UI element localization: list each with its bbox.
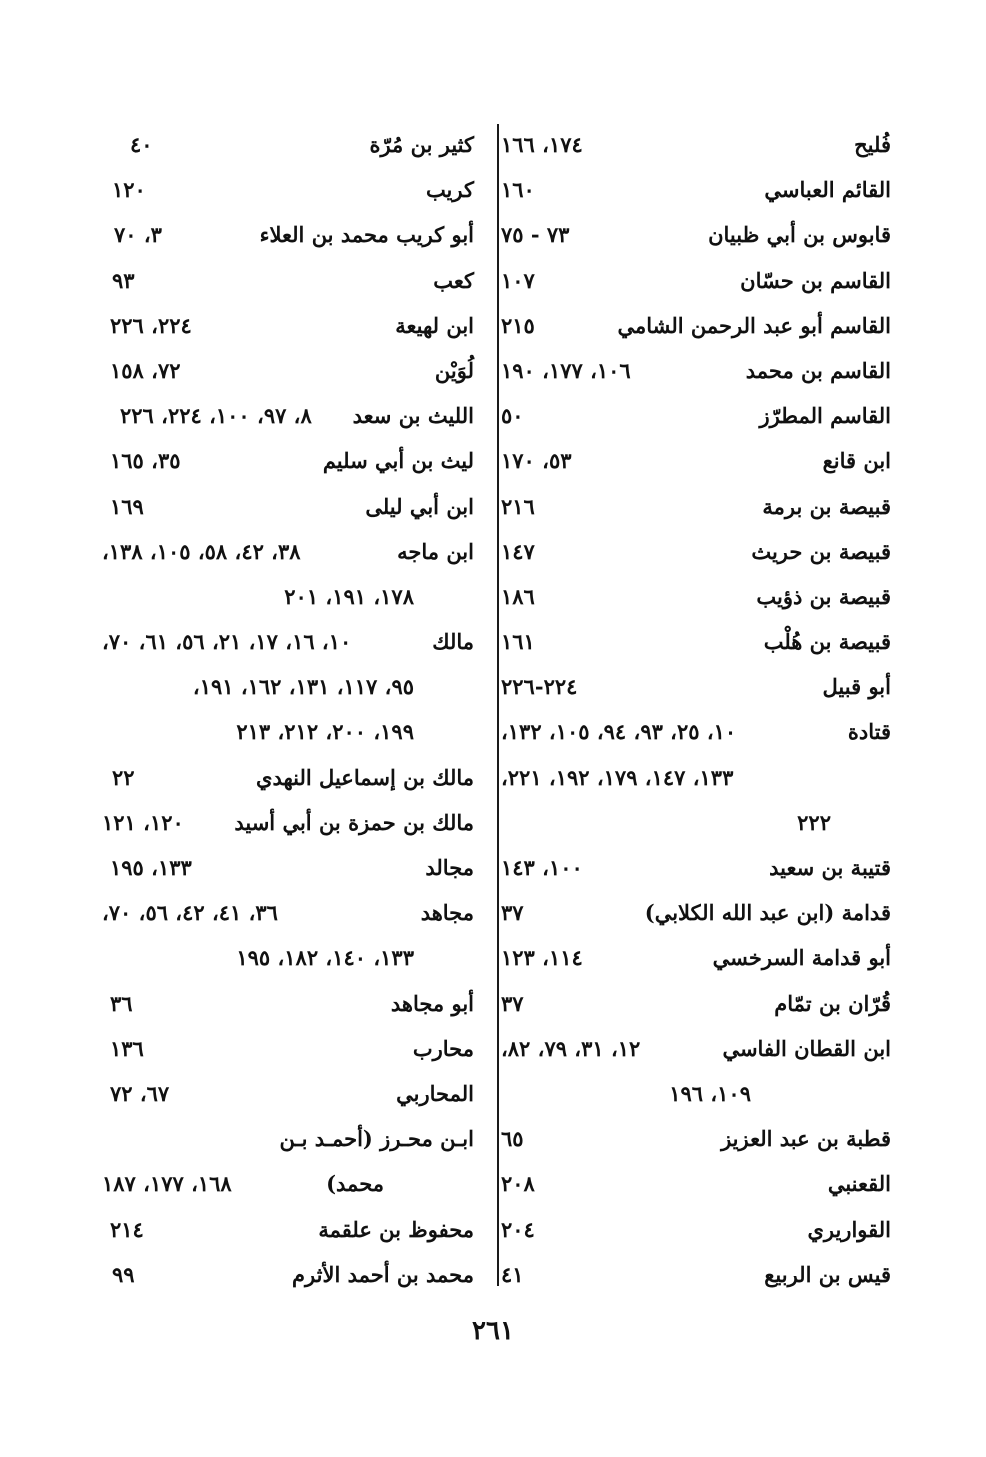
entry-name: قدامة (ابن عبد الله الكلابي) <box>644 900 891 926</box>
index-entry <box>102 1071 474 1116</box>
entry-name: كريب <box>425 177 474 203</box>
index-entry <box>102 1207 474 1252</box>
index-entry <box>102 212 474 257</box>
index-entry-continuation <box>102 935 474 980</box>
entry-page-refs: ١٢٠، ١٢١ <box>102 809 184 835</box>
index-entry-continuation <box>501 1071 891 1116</box>
entry-name: أبو قدامة السرخسي <box>712 945 891 971</box>
entry-page-refs: ١٢٠ <box>112 177 146 203</box>
entry-name: مالك بن حمزة بن أبي أسيد <box>234 809 474 835</box>
entry-name: قتادة <box>847 719 891 745</box>
entry-name: القعنبي <box>827 1171 891 1197</box>
entry-page-refs: ١٠٠، ١٤٣ <box>501 855 583 880</box>
entry-name: أبو مجاهد <box>390 990 474 1016</box>
entry-page-refs: ١٦٨، ١٧٧، ١٨٧ <box>102 1171 232 1197</box>
index-entry <box>102 1116 474 1161</box>
entry-page-refs: ٢٢٢ <box>797 809 831 835</box>
entry-name: محارب <box>412 1035 474 1061</box>
index-entry <box>501 845 891 890</box>
entry-name: ابـن محـرز (أحمـد بـن <box>279 1126 474 1152</box>
entry-page-refs: ١٠، ٢٥، ٩٣، ٩٤، ١٠٥، ١٣٢، <box>501 719 737 745</box>
entry-page-refs: ١٠٧ <box>501 267 535 293</box>
entry-name: محمد) <box>326 1171 384 1197</box>
entry-name: القاسم أبو عبد الرحمن الشامي <box>617 312 891 338</box>
entry-page-refs: ١٠، ١٦، ١٧، ٢١، ٥٦، ٦١، ٧٠، <box>102 629 352 655</box>
entry-page-refs: ٢٢٤، ٢٢٦ <box>110 312 192 338</box>
index-entry <box>501 303 891 348</box>
entry-name: مجاهد <box>420 900 474 926</box>
index-entry <box>102 529 474 574</box>
index-entry-continuation <box>102 664 474 709</box>
index-entry <box>501 981 891 1026</box>
entry-name: القواريري <box>807 1216 891 1242</box>
index-entry <box>501 890 891 935</box>
entry-name: محفوظ بن علقمة <box>318 1216 474 1242</box>
entry-page-refs: ١١٤، ١٢٣ <box>501 945 583 971</box>
entry-name: فُليح <box>854 132 891 157</box>
index-entry <box>102 1026 474 1071</box>
entry-name: القائم العباسي <box>764 177 891 203</box>
index-entry <box>501 664 891 709</box>
index-entry-continuation <box>501 800 891 845</box>
entry-name: ابن لهيعة <box>395 312 474 338</box>
index-entry <box>501 438 891 483</box>
entry-page-refs: ١٢، ٣١، ٧٩، ٨٢، <box>501 1035 641 1061</box>
entry-page-refs: ٥٠ <box>501 403 524 429</box>
entry-name: قتيبة بن سعيد <box>769 855 891 880</box>
entry-page-refs: ١٤٧ <box>501 538 535 564</box>
index-entry <box>501 212 891 257</box>
index-entry <box>102 755 474 800</box>
entry-page-refs: ١٣٣، ١٩٥ <box>110 855 192 880</box>
entry-page-refs: ٩٥، ١١٧، ١٣١، ١٦٢، ١٩١، <box>192 674 414 700</box>
entry-name: مالك بن إسماعيل النهدي <box>256 764 474 790</box>
entry-page-refs: ٦٧، ٧٢ <box>110 1080 170 1106</box>
entry-name: المحاربي <box>396 1080 474 1106</box>
entry-page-refs: ٧٣ - ٧٥ <box>501 222 570 248</box>
entry-page-refs: ٩٣ <box>112 267 135 293</box>
index-entry <box>102 438 474 483</box>
index-entry <box>102 890 474 935</box>
index-entry <box>501 619 891 664</box>
index-entry <box>102 122 474 167</box>
entry-page-refs: ١٦٠ <box>501 177 535 203</box>
entry-page-refs: ١٣٣، ١٤٠، ١٨٢، ١٩٥ <box>236 945 414 971</box>
entry-name: قبيصة بن ذؤيب <box>756 583 891 609</box>
entry-page-refs: ٣٨، ٤٢، ٥٨، ١٠٥، ١٣٨، <box>102 538 301 564</box>
index-entry <box>102 981 474 1026</box>
index-entry <box>102 619 474 664</box>
entry-page-refs: ٨، ٩٧، ١٠٠، ٢٢٤، ٢٢٦ <box>120 403 312 429</box>
entry-name: ابن القطان الفاسي <box>722 1035 891 1061</box>
entry-page-refs: ٣٧ <box>501 990 524 1016</box>
index-entry <box>501 122 891 167</box>
entry-name: القاسم المطرّز <box>759 403 891 429</box>
index-entry <box>501 167 891 212</box>
index-entry <box>102 1161 474 1206</box>
entry-name: قبيصة بن هُلْب <box>763 629 891 655</box>
entry-page-refs: ١٧٤، ١٦٦ <box>501 132 583 157</box>
entry-page-refs: ٢٢٤-٢٢٦ <box>501 674 578 700</box>
index-entry-continuation <box>102 574 474 619</box>
entry-name: كثير بن مُرّة <box>369 132 474 157</box>
entry-page-refs: ١٦٩ <box>110 493 144 519</box>
entry-page-refs: ٧٢، ١٥٨ <box>110 357 181 383</box>
entry-name: محمد بن أحمد الأثرم <box>292 1261 474 1287</box>
entry-page-refs: ٢١٦ <box>501 493 535 519</box>
entry-page-refs: ٢١٤ <box>110 1216 144 1242</box>
column-divider <box>497 124 499 1286</box>
index-entry <box>501 935 891 980</box>
entry-page-refs: ١٣٦ <box>110 1035 144 1061</box>
entry-page-refs: ٢١٥ <box>501 312 535 338</box>
entry-name: قبيصة بن برمة <box>762 493 891 519</box>
entry-page-refs: ٩٩ <box>112 1261 135 1287</box>
entry-page-refs: ٤١ <box>501 1261 524 1287</box>
index-entry <box>501 393 891 438</box>
entry-page-refs: ١٠٦، ١٧٧، ١٩٠ <box>501 357 631 383</box>
index-entry-continuation <box>501 755 891 800</box>
entry-page-refs: ١٠٩، ١٩٦ <box>669 1080 751 1106</box>
entry-page-refs: ١٧٨، ١٩١، ٢٠١ <box>284 583 414 609</box>
index-entry <box>501 1252 891 1297</box>
entry-name: كعب <box>433 267 474 293</box>
index-entry <box>501 1161 891 1206</box>
entry-page-refs: ٢٠٤ <box>501 1216 535 1242</box>
index-entry <box>501 1116 891 1161</box>
entry-page-refs: ٣، ٧٠ <box>114 222 162 248</box>
entry-page-refs: ٢٠٨ <box>501 1171 535 1197</box>
entry-name: مالك <box>432 629 474 655</box>
entry-name: ابن أبي ليلى <box>365 493 474 519</box>
entry-page-refs: ٣٥، ١٦٥ <box>110 448 181 474</box>
entry-page-refs: ٢٢ <box>112 764 135 790</box>
entry-name: القاسم بن محمد <box>745 357 891 383</box>
entry-name: الليث بن سعد <box>352 403 474 429</box>
index-entry <box>102 393 474 438</box>
index-entry-continuation <box>102 709 474 754</box>
entry-name: مجالد <box>425 855 474 880</box>
entry-page-refs: ١٨٦ <box>501 583 535 609</box>
entry-page-refs: ٣٦ <box>110 990 133 1016</box>
entry-page-refs: ٦٥ <box>501 1126 524 1152</box>
index-entry <box>102 484 474 529</box>
index-entry <box>501 1207 891 1252</box>
index-entry <box>501 348 891 393</box>
entry-page-refs: ٣٧ <box>501 900 524 926</box>
index-column-right <box>501 122 891 1297</box>
entry-name: لُوَيْن <box>434 357 474 383</box>
index-entry <box>102 167 474 212</box>
entry-name: قُرّان بن تمّام <box>774 990 891 1016</box>
entry-name: قطبة بن عبد العزيز <box>721 1126 891 1152</box>
index-entry <box>102 303 474 348</box>
index-entry <box>501 574 891 619</box>
index-entry <box>102 800 474 845</box>
index-entry <box>102 348 474 393</box>
index-entry <box>501 1026 891 1071</box>
index-entry <box>501 484 891 529</box>
entry-page-refs: ١٦١ <box>501 629 535 655</box>
entry-name: أبو قبيل <box>822 674 891 700</box>
entry-name: ليث بن أبي سليم <box>322 448 474 474</box>
entry-page-refs: ١٩٩، ٢٠٠، ٢١٢، ٢١٣ <box>236 719 414 745</box>
index-entry <box>102 845 474 890</box>
entry-name: ابن ماجه <box>397 538 474 564</box>
entry-name: قبيصة بن حريث <box>751 538 891 564</box>
page-number: ٢٦١ <box>472 1316 514 1346</box>
entry-page-refs: ٥٣، ١٧٠ <box>501 448 572 474</box>
entry-page-refs: ٣٦، ٤١، ٤٢، ٥٦، ٧٠، <box>102 900 278 926</box>
entry-name: قيس بن الربيع <box>764 1261 891 1287</box>
entry-page-refs: ٤٠ <box>130 132 153 157</box>
index-column-left <box>102 122 474 1297</box>
entry-name: أبو كريب محمد بن العلاء <box>259 222 474 248</box>
index-entry <box>102 1252 474 1297</box>
index-entry <box>102 258 474 303</box>
index-entry <box>501 529 891 574</box>
index-entry <box>501 709 891 754</box>
entry-name: قابوس بن أبي ظبيان <box>708 222 891 248</box>
entry-name: ابن قانع <box>822 448 891 474</box>
entry-page-refs: ١٣٣، ١٤٧، ١٧٩، ١٩٢، ٢٢١، <box>501 764 734 790</box>
index-entry <box>501 258 891 303</box>
entry-name: القاسم بن حسّان <box>740 267 891 293</box>
